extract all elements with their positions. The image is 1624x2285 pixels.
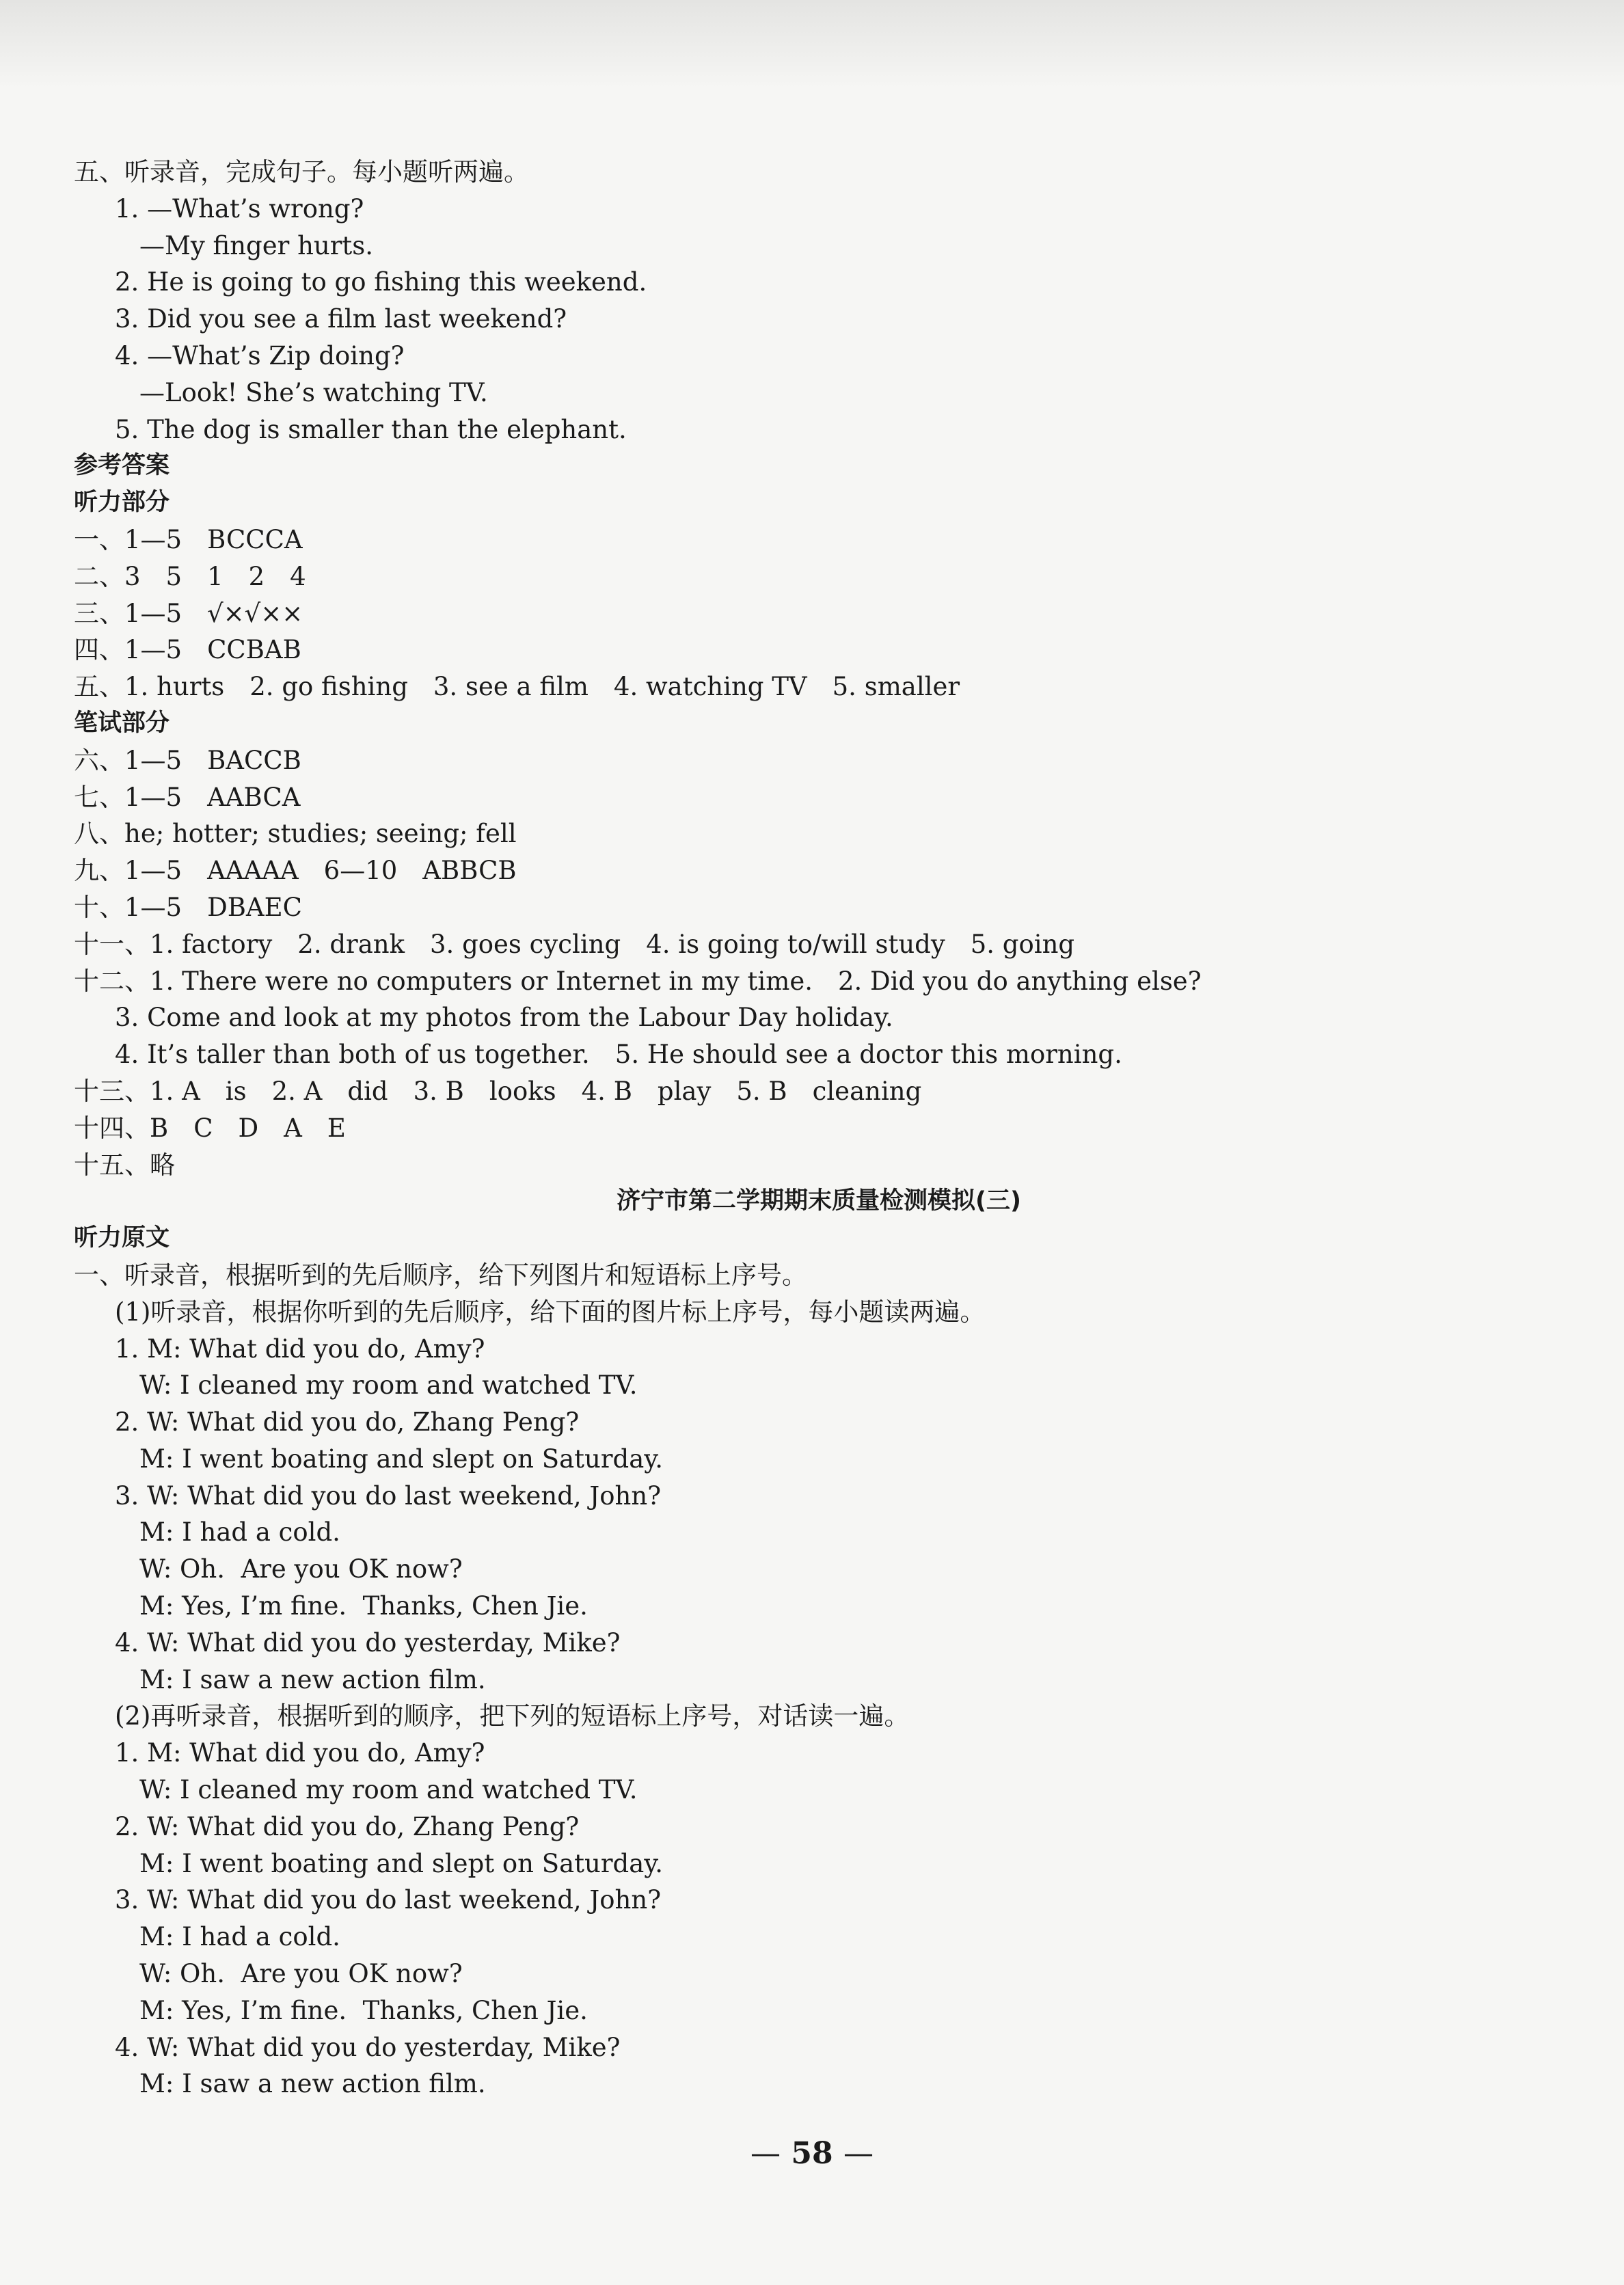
answer-line: 五、1. hurts 2. go fishing 3. see a film 4. watching TV 5. smaller — [74, 672, 960, 702]
answer-line: 二、3 5 1 2 4 — [74, 561, 306, 591]
transcript-line: W: Oh. Are you OK now? — [139, 1959, 463, 1989]
answer-line: 十一、1. factory 2. drank 3. goes cycling 4. is going to/will study 5. going — [74, 929, 1075, 959]
text-line: —My finger hurts. — [139, 230, 374, 260]
transcript-heading: 听力原文 — [74, 1224, 170, 1252]
transcript-line: M: I went boating and slept on Saturday. — [139, 1444, 664, 1474]
text-line: 3. Did you see a film last weekend? — [115, 304, 567, 334]
transcript-line: M: I saw a new action film. — [139, 1664, 486, 1694]
text-line: 5. The dog is smaller than the elephant. — [115, 414, 627, 444]
transcript-line: 4. W: What did you do yesterday, Mike? — [115, 2032, 621, 2062]
transcript-line: M: Yes, I’m fine. Thanks, Chen Jie. — [139, 1591, 588, 1621]
answer-line: 十五、略 — [74, 1150, 175, 1180]
answer-line: 九、1—5 AAAAA 6—10 ABBCB — [74, 856, 517, 886]
text-line: —Look! She’s watching TV. — [139, 377, 488, 407]
answer-line: 十二、1. There were no computers or Internet in my time. 2. Did you do anything else? — [74, 966, 1202, 996]
transcript-line: W: I cleaned my room and watched TV. — [139, 1370, 638, 1401]
listening-answers — [74, 522, 1564, 705]
answer-line: 3. Come and look at my photos from the Labour Day holiday. — [115, 1003, 893, 1033]
transcript-line: M: I had a cold. — [139, 1517, 340, 1547]
test3-title: 济宁市第二学期期末质量检测模拟(三) — [617, 1187, 1021, 1215]
transcript-line: 一、听录音，根据听到的先后顺序，给下列图片和短语标上序号。 — [74, 1260, 807, 1290]
transcript-line: W: I cleaned my room and watched TV. — [139, 1775, 638, 1805]
transcript-line: M: I had a cold. — [139, 1922, 340, 1952]
transcript-line: 1. M: What did you do, Amy? — [115, 1738, 485, 1768]
listening-heading: 听力部分 — [74, 489, 170, 517]
answers-title: 参考答案 — [74, 452, 170, 480]
section5-lines — [74, 191, 1564, 448]
transcript-line: M: Yes, I’m fine. Thanks, Chen Jie. — [139, 1995, 588, 2025]
transcript-line: 3. W: What did you do last weekend, John? — [115, 1885, 662, 1915]
footer-dash-right: — — [843, 2136, 874, 2171]
answer-line: 七、1—5 AABCA — [74, 782, 301, 812]
section5-heading: 五、听录音，完成句子。每小题听两遍。 — [74, 157, 529, 187]
page-footer — [0, 2136, 1624, 2171]
writing-heading: 笔试部分 — [74, 709, 170, 737]
answer-line: 十、1—5 DBAEC — [74, 892, 302, 922]
transcript-lines — [74, 1257, 1564, 2103]
transcript-line: 3. W: What did you do last weekend, John? — [115, 1480, 662, 1511]
footer-dash-left: — — [750, 2136, 781, 2171]
page-number: 58 — [791, 2136, 833, 2171]
text-line: 2. He is going to go fishing this weekend. — [115, 267, 647, 297]
answer-line: 六、1—5 BACCB — [74, 745, 301, 775]
answer-line: 四、1—5 CCBAB — [74, 635, 301, 665]
transcript-line: W: Oh. Are you OK now? — [139, 1554, 463, 1584]
page-content — [74, 154, 1564, 2103]
transcript-line: 1. M: What did you do, Amy? — [115, 1334, 485, 1364]
transcript-line: (2)再听录音，根据听到的顺序，把下列的短语标上序号，对话读一遍。 — [115, 1701, 910, 1731]
page-edge-shade — [0, 0, 1624, 89]
writing-answers — [74, 742, 1564, 1184]
answer-line: 八、he; hotter; studies; seeing; fell — [74, 819, 517, 849]
transcript-line: (1)听录音，根据你听到的先后顺序，给下面的图片标上序号，每小题读两遍。 — [115, 1297, 986, 1327]
answer-line: 十三、1. A is 2. A did 3. B looks 4. B play 5. B cleaning — [74, 1076, 922, 1106]
text-line: 4. —What’s Zip doing? — [115, 340, 405, 370]
answer-line: 一、1—5 BCCCA — [74, 524, 303, 554]
text-line: 1. —What’s wrong? — [115, 193, 364, 224]
answer-line: 十四、B C D A E — [74, 1113, 346, 1143]
transcript-line: M: I went boating and slept on Saturday. — [139, 1848, 664, 1878]
transcript-line: 2. W: What did you do, Zhang Peng? — [115, 1407, 580, 1437]
answer-line: 三、1—5 √×√×× — [74, 598, 303, 628]
transcript-line: 2. W: What did you do, Zhang Peng? — [115, 1811, 580, 1841]
transcript-line: 4. W: What did you do yesterday, Mike? — [115, 1627, 621, 1658]
answer-line: 4. It’s taller than both of us together. 5. He should see a doctor this morning. — [115, 1040, 1122, 1070]
transcript-line: M: I saw a new action film. — [139, 2069, 486, 2099]
